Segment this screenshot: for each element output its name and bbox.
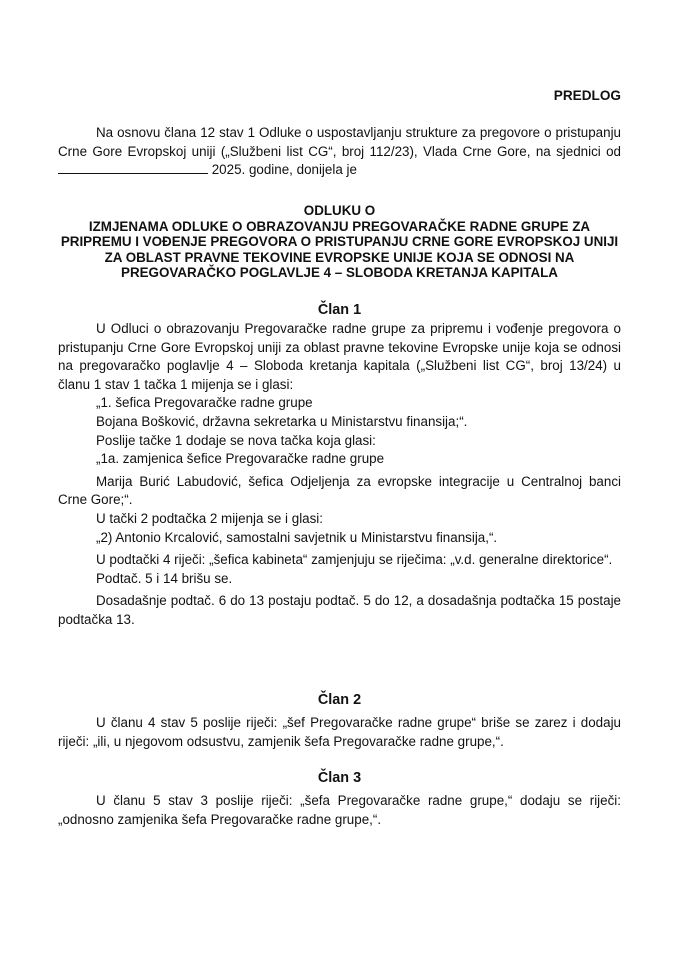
article-1-paragraph: Poslije tačke 1 dodaje se nova tačka koja glasi:: [96, 432, 376, 448]
article-3: [58, 768, 621, 829]
quote-line: Bojana Bošković, državna sekretarka u Ministarstvu finansija;“.: [96, 413, 468, 429]
quote-line: „1a. zamjenica šefice Pregovaračke radne grupe: [96, 451, 385, 467]
article-1: [58, 300, 621, 630]
article-2-paragraph: U članu 4 stav 5 poslije riječi: „šef Pregovaračke radne grupe“ briše se zarez i dodaju riječi: „ili, u njegovom odsustvu, zamjenik šefa Pregovaračke radne grupe,“.: [58, 715, 621, 749]
article-1-paragraph: Dosadašnje podtač. 6 do 13 postaju podtač. 5 do 12, a dosadašnja podtačka 15 postaje podtačka 13.: [58, 593, 621, 627]
intro-text: Na osnovu člana 12 stav 1 Odluke o uspostavljanju strukture za pregovore o pristupanju Crne Gore Evropskoj uniji („Službeni list CG“, broj 112/23), Vlada Crne Gore, na sjednici od: [58, 125, 621, 159]
title-line-rest: IZMJENAMA ODLUKE O OBRAZOVANJU PREGOVARAČKE RADNE GRUPE ZA PRIPREMU I VOĐENJE PREGOVORA O PRISTUPANJU CRNE GORE EVROPSKOJ UNIJI ZA OBLAST PRAVNE TEKOVINE EVROPSKE UNIJE KOJA SE ODNOSI NA PREGOVARAČKO POGLAVLJE 4 – SLOBODA KRETANJA KAPITALA: [60, 218, 619, 281]
title-line-1: ODLUKU O: [303, 203, 376, 218]
document-page: [58, 0, 621, 960]
article-1-paragraph: Podtač. 5 i 14 brišu se.: [96, 570, 233, 586]
article-3-paragraph: U članu 5 stav 3 poslije riječi: „šefa Pregovaračke radne grupe,“ dodaju se riječi: „odnosno zamjenika šefa Pregovaračke radne grupe,“.: [58, 793, 621, 827]
quote-line: „1. šefica Pregovaračke radne grupe: [96, 395, 313, 411]
article-1-paragraph: U podtački 4 riječi: „šefica kabineta“ zamjenjuju se riječima: „v.d. generalne direktorice“.: [96, 552, 613, 568]
decision-title: [58, 203, 621, 281]
article-2-heading: Član 2: [317, 692, 362, 708]
intro-text-end: 2025. godine, donijela je: [211, 162, 357, 178]
quote-line: Marija Burić Labudović, šefica Odjeljenja za evropske integracije u Centralnoj banci Crne Gore;“.: [58, 473, 621, 508]
date-blank-line: [58, 162, 208, 174]
quote-line: „2) Antonio Krcalović, samostalni savjetnik u Ministarstvu finansija,“.: [96, 529, 498, 545]
intro-paragraph: [58, 124, 621, 180]
article-3-heading: Član 3: [317, 770, 362, 786]
proposal-label: PREDLOG: [553, 88, 621, 103]
article-1-paragraph: U tački 2 podtačka 2 mijenja se i glasi:: [96, 510, 324, 526]
article-1-heading: Član 1: [317, 302, 362, 318]
article-1-paragraph: U Odluci o obrazovanju Pregovaračke radne grupe za pripremu i vođenje pregovora o pristupanju Crne Gore Evropskoj uniji za oblast pravne tekovine Evropske unije koja se odnosi na pregovaračko poglavlje 4 – Sloboda kretanja kapitala („Službeni list CG“, broj 13/24) u članu 1 stav 1 tačka 1 mijenja se i glasi:: [58, 321, 621, 392]
article-2: [58, 690, 621, 751]
